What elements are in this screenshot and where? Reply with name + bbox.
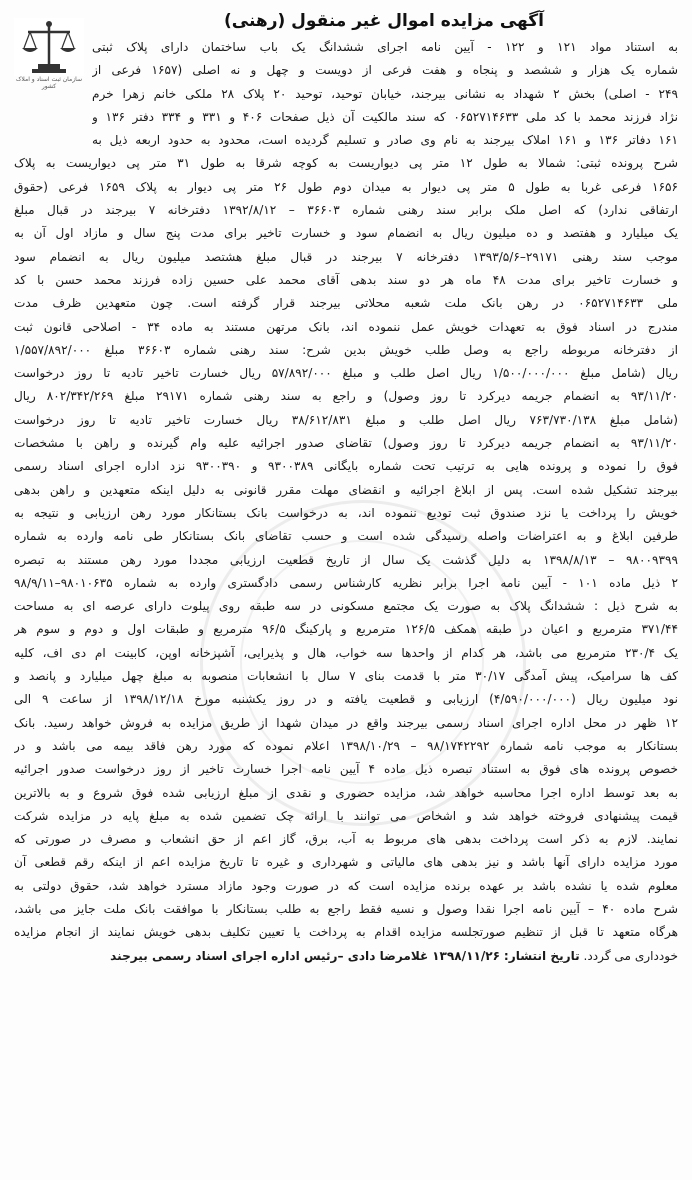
signature: غلامرضا دادی –رئیس اداره اجرای اسناد رسمی بیرجند <box>110 948 429 963</box>
notice-line: طرفین ابلاغ و به اعتراضات واصله رسیدگی شده است و حسب تقاضای بانک بستانکار طی نامه وارده به شماره <box>14 529 678 544</box>
notice-line: کف ها سرامیک، پیش آمدگی ۳۰/۱۷ متر با قدمت بنای ۷ سال با انشعابات منصوبه به مبلغ چهل میلیارد و پانصد و <box>14 669 678 684</box>
notice-line: قیمت پیشنهادی فروخته خواهد شد و اشخاص می توانند با ارائه چک تضمین شده به مبلغ پایه در مزایده شرکت <box>14 808 678 823</box>
publication-date: ۱۳۹۸/۱۱/۲۶ <box>432 948 501 963</box>
notice-line: ۳۷۱/۴۴ مترمربع و اعیان در طبقه همکف ۱۲۶/۵ مترمربع و پارکینگ ۹۶/۵ مترمربع و طبقات اول و دوم و سوم هر <box>14 622 678 637</box>
notice-line: خصوص پرونده های فوق به استناد تبصره ذیل ماده ۴ آیین نامه اجرا خسارت تاخیر از روز درخواست صدور اجرائیه <box>14 762 678 777</box>
notice-body <box>14 36 678 1166</box>
notice-line: به بعد توسط اداره اجرا محاسبه خواهد شد، مزایده حضوری و نقدی از مبلغ ارزیابی شده فوق شروع و به بالاترین <box>14 785 678 800</box>
notice-line: ۲۴۹ - اصلی) بخش ۲ شهداد به نشانی بیرجند، خیابان توحید، توحید ۲۰ پلاک ۲۸ ملکی خانم زهرا خرم <box>92 86 678 101</box>
notice-line: ارتفاقی ندارد) که اصل ملک برابر سند رهنی شماره ۳۶۶۰۳ – ۱۳۹۲/۸/۱۲ دفترخانه ۷ بیرجند در قبال مبلغ <box>14 203 678 218</box>
notice-line: نود میلیون ریال (۴/۵۹۰/۰۰۰/۰۰۰) ارزیابی و قطعیت یافته و در روز یکشنبه مورخ ۱۳۹۸/۱۲/۱۸ از ساعت ۹ الی <box>14 692 678 707</box>
notice-line: یک میلیارد و هفتصد و ده میلیون ریال به انضمام سود و خسارت تاخیر برای مدت پنج سال و مازاد اول آن به <box>14 226 678 241</box>
notice-line: ملی ۰۶۵۲۷۱۴۶۳۳ در رهن بانک ملت شعبه محلاتی بیرجند قرار گرفته است. چون متعهدین ظرف مدت <box>14 296 678 311</box>
notice-line: نمایند. لازم به ذکر است پرداخت بدهی های مربوط به آب، برق، گاز اعم از حق انشعاب و مصرف در صورتی که <box>14 832 678 847</box>
notice-title: آگهی مزایده اموال غیر منقول (رهنی) <box>224 11 544 31</box>
notice-line: معلوم شده یا نشده باشد بر عهده برنده مزایده است که در صورت وجود مازاد مسترد خواهد شد، حقوق دولتی به <box>14 878 678 893</box>
notice-line: هرگاه متعهد تا قبل از تنظیم صورتجلسه مزایده اقدام به پرداخت یا تعیین تکلیف بدهی خویش نمایند از انجام مزایده <box>14 925 678 940</box>
notice-line: ۹۸۰۰۹۳۹۹ – ۱۳۹۸/۸/۱۳ به دلیل گذشت یک سال از تاریخ قطعیت ارزیابی مجددا مورد رهن مستند به تبصره <box>14 552 678 567</box>
notice-line: از دفترخانه مربوطه راجع به وصل طلب خویش بدین شرح: سند رهنی شماره ۳۶۶۰۳ مبلغ ۱/۵۵۷/۸۹۲/۰۰۰ <box>14 342 678 357</box>
logo-caption: سازمان ثبت اسناد و املاک کشور <box>16 76 82 90</box>
notice-line: ریال (شامل مبلغ ۱/۵۰۰/۰۰۰/۰۰۰ ریال اصل طلب و مبلغ ۵۷/۸۹۲/۰۰۰ ریال خسارت تاخیر تادیه تا روز درخواست <box>14 366 678 381</box>
notice-line: نژاد فرزند محمد با کد ملی ۰۶۵۲۷۱۴۶۳۳ که سند مالکیت آن ذیل صفحات ۴۰۶ و ۳۳۱ و ۳۳۴ دفتر ۱۳۶ و <box>92 109 678 124</box>
notice-line: مورد مزایده دارای آنها باشد و نیز بدهی های مالیاتی و شهرداری و غیره تا تاریخ مزایده اعم از اینکه رقم قطعی آن <box>14 855 678 870</box>
notice-line: بستانکار به موجب نامه شماره ۹۸/۱۷۴۲۲۹۲ – ۱۳۹۸/۱۰/۲۹ اعلام نموده که مورد رهن فاقد بیمه می باشد و در <box>14 738 678 753</box>
notice-line: یک ۲۳۰/۴ مترمربع می باشد، هر کدام از واحدها سه خواب، هال و پذیرایی، آشپزخانه اوپن، کابینت ام دی اف، کلیه <box>14 645 678 660</box>
notice-line: ۹۳/۱۱/۲۰ به انضمام جریمه دیرکرد تا روز وصول) و راجع به سند رهنی شماره ۲۹۱۷۱ مبلغ ۸۰۲/۳۴۲/۲۶۹ ریال <box>14 389 678 404</box>
notice-line: فوق را نموده و پرونده هایی به ترتیب تحت شماره بایگانی ۹۳۰۰۳۸۹ و ۹۳۰۰۳۹۰ نزد اداره اجرای اسناد رسمی <box>14 459 678 474</box>
notice-line: ۱۶۱ دفاتر ۱۳۶ و ۱۶۱ املاک بیرجند به نام وی صادر و تسلیم گردیده است، محدود به حدود اربعه ذیل به <box>92 133 678 148</box>
notice-line: شرح پرونده ثبتی: شمالا به طول ۱۲ متر پی دیواریست به کوچه شرقا به طول ۳۱ متر پی دیواریست به پلاک <box>14 156 678 171</box>
notice-line: ۲ ذیل ماده ۱۰۱ - آیین نامه اجرا برابر نظریه کارشناس رسمی دادگستری وارده به شماره ۹۸۰۱۰۶۳۵–۹۸/۹/۱۱ <box>14 575 678 590</box>
notice-line: شماره یک هزار و ششصد و پنجاه و هفت فرعی از دویست و چهل و نه اصلی (۱۶۵۷ فرعی از <box>92 63 678 78</box>
notice-line: (شامل مبلغ ۷۶۳/۷۳۰/۱۳۸ ریال اصل طلب و مبلغ ۳۸/۶۱۲/۸۳۱ ریال خسارت تاخیر تادیه تا روز درخواست <box>14 412 678 427</box>
notice-line: به شرح ذیل : ششدانگ پلاک به صورت یک مجتمع مسکونی در سه طبقه روی پیلوت دارای عرصه ای به مساحت <box>14 599 678 614</box>
notice-line: ۹۳/۱۱/۲۰ به انضمام جریمه دیرکرد تا روز وصول) تقاضای صدور اجرائیه علیه وام گیرنده و راهن با مشخصات <box>14 436 678 451</box>
notice-line: شرح ماده ۴۰ – آیین نامه اجرا نقدا وصول و نسیه فقط راجع به طلب بستانکار با موافقت بانک ملت جایز می باشد، <box>14 901 678 916</box>
publication-date-label: تاریخ انتشار: <box>503 948 580 963</box>
notice-line: و خسارت تاخیر برای مدت ۴۸ ماه هر دو سند بدهی آقای محمد علی حسین زاده فرزند محمد حسن با کد <box>14 272 678 287</box>
notice-line: مندرج در اسناد فوق به تعهدات خویش عمل ننموده اند، بانک مرتهن مستند به ماده ۳۴ - اصلاحی قانون ثبت <box>14 319 678 334</box>
notice-line: به استناد مواد ۱۲۱ و ۱۲۲ - آیین نامه اجرای ششدانگ یک باب ساختمان دارای پلاک ثبتی <box>92 40 678 54</box>
notice-line: موجب سند رهنی ۲۹۱۷۱–۱۳۹۳/۵/۶ دفترخانه ۷ بیرجند در قبال مبلغ هشتصد میلیون ریال به انضمام سود <box>14 249 678 264</box>
notice-line: ۱۲ ظهر در محل اداره اجرای اسناد رسمی بیرجند واقع در میدان شهدا از طریق مزایده به فروش خواهد رسید. بانک <box>14 715 678 730</box>
notice-line: ۱۶۵۶ فرعی غربا به طول ۵ متر پی دیوار به میدان دوم طول ۲۶ متر پی دیوار به پلاک ۱۶۵۹ فرعی (حقوق <box>14 179 678 194</box>
closing-text: خودداری می گردد. <box>583 948 678 963</box>
notice-line: خویش را پرداخت یا نزد صندوق ثبت تودیع ننموده اند، به درخواست بانک بستانکار مورد رهن ارزیابی و نتیجه به <box>14 505 678 520</box>
notice-line: بیرجند تشکیل شده است. پس از ابلاغ اجرائیه و انقضای مهلت مقرر قانونی به دلیل اینکه متعهدین و راهن بدهی <box>14 482 678 497</box>
closing-line <box>14 945 678 968</box>
